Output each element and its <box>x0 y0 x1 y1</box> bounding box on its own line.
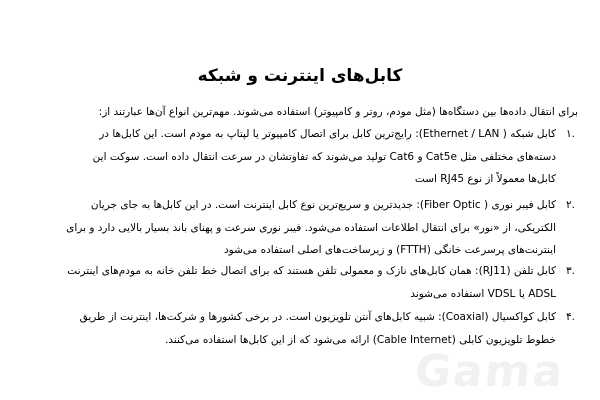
watermark-logo: Gama <box>412 346 568 397</box>
list-item-line: کابل‌ها معمولاً از نوع RJ45 است <box>414 173 556 185</box>
list-item-line: اینترنت‌های پرسرعت خانگی (FTTH) و زیرساخت‌های اصلی استفاده می‌شود <box>223 244 556 256</box>
list-item-number: ۱. <box>566 128 575 140</box>
list-item-line: خطوط تلویزیون کابلی (Cable Internet) ارائه می‌شود که از این کابل‌ها استفاده می‌کنند. <box>164 333 556 346</box>
list-item-line: دسته‌های مختلفی مثل Cat5e و Cat6 تولید می‌شوند که تفاوتشان در سرعت انتقال داده است. سوکت این <box>92 150 556 163</box>
list-item-fiber-optic <box>28 194 580 262</box>
list-item-telephone <box>28 260 580 305</box>
list-item-coaxial <box>28 306 580 351</box>
list-item-line: ADSL یا VDSL استفاده می‌شوند <box>410 287 556 300</box>
list-item-ethernet <box>28 123 580 191</box>
intro-paragraph: برای انتقال داده‌ها بین دستگاه‌ها (مثل مودم، روتر و کامپیوتر) استفاده می‌شوند. مهم‌ترین انواع آن‌ها عبارتند از: <box>98 106 578 118</box>
list-item-line: کابل شبکه ( Ethernet / LAN): رایج‌ترین کابل برای اتصال کامپیوتر یا لپتاپ به مودم است. این کابل‌ها در <box>99 128 556 140</box>
list-item-number: ۴. <box>566 311 575 323</box>
list-item-line: الکتریکی، از «نور» برای انتقال اطلاعات استفاده می‌شود. فیبر نوری سرعت و پهنای باند بسیار بالایی دارد و برای <box>66 221 556 234</box>
list-item-number: ۳. <box>566 265 575 277</box>
list-item-line: کابل تلفن (RJ11): همان کابل‌های نازک و معمولی تلفن هستند که برای اتصال خط تلفن خانه به مودم‌های اینترنت <box>67 265 556 277</box>
list-item-number: ۲. <box>566 199 575 211</box>
page-title: کابل‌های اینترنت و شبکه <box>197 66 403 86</box>
list-item-line: کابل فیبر نوری ( Fiber Optic): جدیدترین و سریع‌ترین نوع کابل اینترنت است. در این کابل‌ها به جای جریان <box>90 199 556 211</box>
list-item-line: کابل کواکسیال (Coaxial): شبیه کابل‌های آنتن تلویزیون است. در برخی کشورها و شرکت‌ها، اینترنت از طریق <box>79 311 556 323</box>
